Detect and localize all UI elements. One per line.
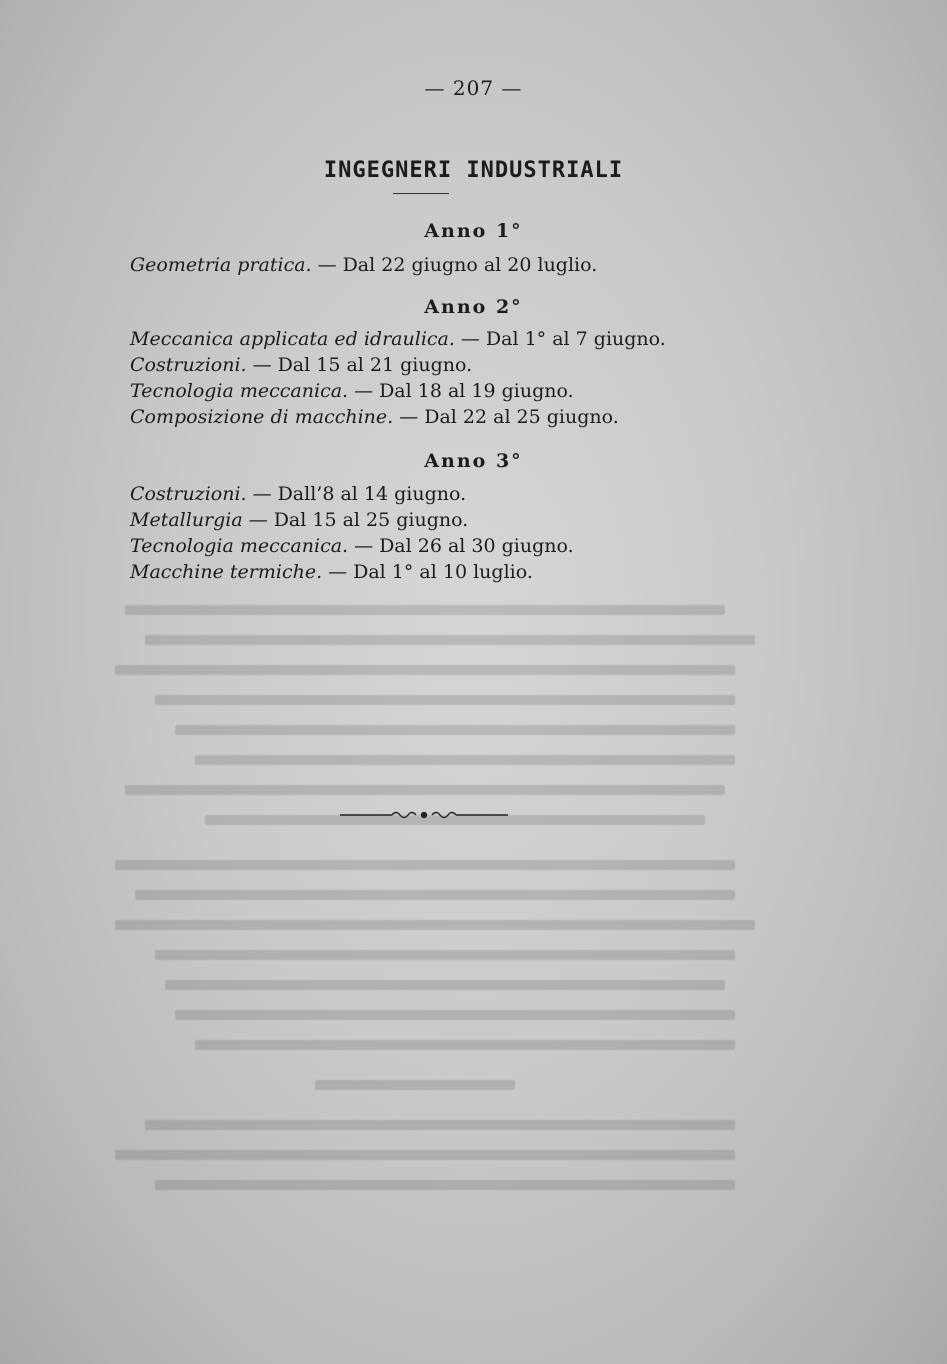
exam-row xyxy=(130,354,472,376)
exam-dates: Dal 22 giugno al 20 luglio. xyxy=(342,254,598,276)
dash: — xyxy=(399,406,419,428)
dash: — xyxy=(460,328,480,350)
dash: — xyxy=(354,380,374,402)
exam-dates: Dall’8 al 14 giugno. xyxy=(277,483,467,505)
dash: — xyxy=(252,483,272,505)
dash: — xyxy=(252,354,272,376)
exam-subject: Costruzioni. xyxy=(130,354,247,376)
exam-row xyxy=(130,509,468,531)
exam-row xyxy=(130,535,574,557)
exam-dates: Dal 15 al 21 giugno. xyxy=(277,354,473,376)
exam-subject: Macchine termiche. xyxy=(130,561,323,583)
year-heading: Anno 3° xyxy=(424,450,523,472)
exam-subject: Costruzioni. xyxy=(130,483,247,505)
exam-subject: Geometria pratica. xyxy=(130,254,312,276)
exam-dates: Dal 15 al 25 giugno. xyxy=(273,509,469,531)
heading-rule xyxy=(393,193,449,194)
page-number: — 207 — xyxy=(424,76,523,100)
exam-subject: Composizione di macchine. xyxy=(130,406,394,428)
exam-row xyxy=(130,380,574,402)
ornament-flourish xyxy=(340,806,508,824)
exam-row xyxy=(130,328,666,350)
exam-subject: Metallurgia xyxy=(130,509,243,531)
dash: — xyxy=(354,535,374,557)
exam-subject: Tecnologia meccanica. xyxy=(130,535,349,557)
exam-row xyxy=(130,483,466,505)
year-heading: Anno 2° xyxy=(424,296,523,318)
exam-row xyxy=(130,406,619,428)
exam-dates: Dal 26 al 30 giugno. xyxy=(379,535,574,557)
exam-dates: Dal 22 al 25 giugno. xyxy=(424,406,619,428)
exam-dates: Dal 1° al 7 giugno. xyxy=(485,328,666,350)
section-heading: INGEGNERI INDUSTRIALI xyxy=(323,158,624,183)
year-heading: Anno 1° xyxy=(424,220,523,242)
exam-row xyxy=(130,561,533,583)
dash: — xyxy=(248,509,268,531)
dash: — xyxy=(328,561,348,583)
exam-dates: Dal 18 al 19 giugno. xyxy=(379,380,574,402)
dash: — xyxy=(317,254,337,276)
exam-subject: Meccanica applicata ed idraulica. xyxy=(130,328,455,350)
exam-dates: Dal 1° al 10 luglio. xyxy=(353,561,533,583)
exam-subject: Tecnologia meccanica. xyxy=(130,380,349,402)
bleed-through-text xyxy=(115,595,755,1195)
exam-row xyxy=(130,254,597,276)
